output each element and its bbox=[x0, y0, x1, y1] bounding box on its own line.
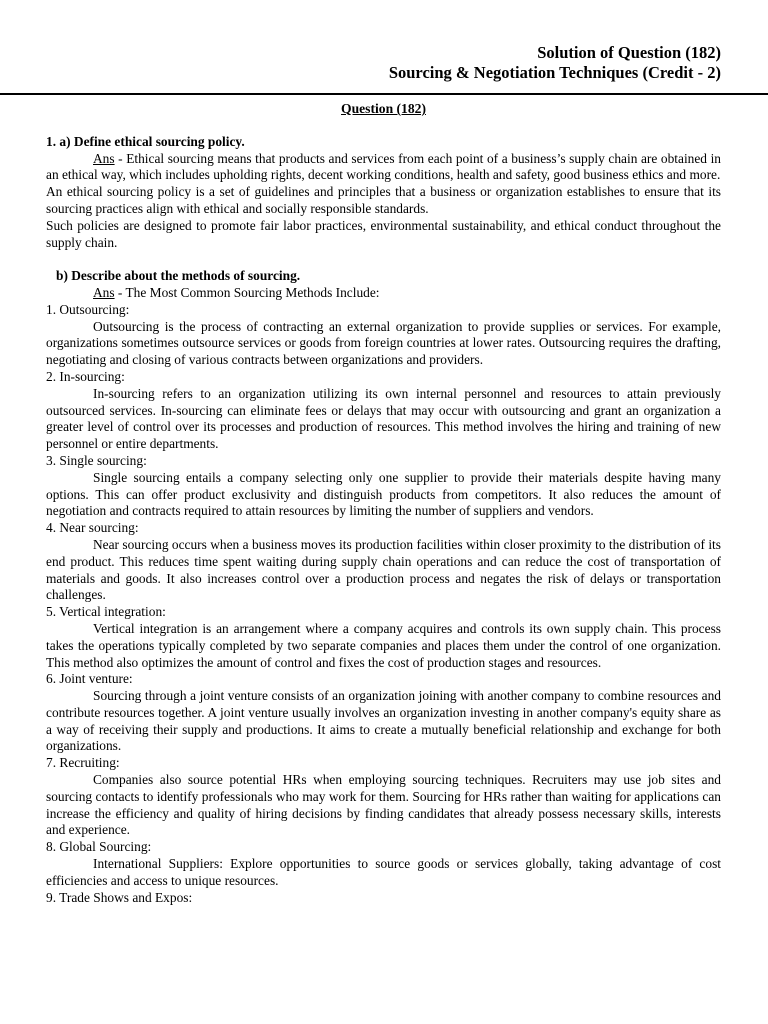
question-title: Question (182) bbox=[341, 101, 426, 116]
method-text: Vertical integration is an arrangement where a company acquires and controls its own supply chain. This process takes the operations typically completed by two separate companies and places them under the control of one organization. This method also optimizes the amount of control and fixes the cost of production stages and resources. bbox=[46, 620, 721, 670]
part-b-answer bbox=[46, 285, 721, 302]
part-b-answer-text: - The Most Common Sourcing Methods Include: bbox=[114, 284, 380, 300]
header-solution-title: Solution of Question (182) bbox=[537, 43, 721, 62]
method-title: 7. Recruiting: bbox=[46, 755, 120, 771]
method-title: 6. Joint venture: bbox=[46, 671, 133, 687]
ans-label: Ans bbox=[93, 150, 115, 166]
method-text: Sourcing through a joint venture consists of an organization joining with another company to combine resources and contribute resources together. A joint venture usually involves an organization investing in another company's equity share as a way of receiving their supply and productions. It aims to create a mutually beneficial relationship and exchange for both organizations. bbox=[46, 688, 721, 754]
page-header bbox=[0, 0, 768, 95]
method-text: In-sourcing refers to an organization utilizing its own internal personnel and resources to attain previously outsourced services. In-sourcing can eliminate fees or delays that may occur with outsourcing and grant an organization a greater level of control over its processes and production of resources. This method involves the hiring and training of new personnel or entire departments. bbox=[46, 385, 721, 452]
part-a-paragraph-2: An ethical sourcing policy is a set of guidelines and principles that a business or organization establishes to ensure that its sourcing practices align with ethical and socially responsible standards. bbox=[46, 184, 721, 216]
part-a-paragraph-3: Such policies are designed to promote fair labor practices, environmental sustainability, and ethical conduct throughout the supply chain. bbox=[46, 217, 721, 250]
method-title: 8. Global Sourcing: bbox=[46, 839, 152, 855]
method-title: 2. In-sourcing: bbox=[46, 368, 125, 384]
part-a-heading: 1. a) Define ethical sourcing policy. bbox=[46, 133, 245, 149]
method-title: 1. Outsourcing: bbox=[46, 301, 130, 317]
part-a-answer-text: - Ethical sourcing means that products and services from each point of a business’s supply chain are obtained in an ethical way, which includes upholding rights, decent working conditions, health and safety, good business ethics and more. bbox=[46, 150, 721, 183]
ans-label: Ans bbox=[93, 284, 115, 300]
document-body bbox=[46, 101, 721, 906]
method-text: Companies also source potential HRs when employing sourcing techniques. Recruiters may use job sites and sourcing contacts to identify professionals who may work for them. Sourcing for HRs rather than waiting for applications can increase the efficiency and quality of hiring decisions by finding candidates that already possess necessary skills, interests and experience. bbox=[46, 772, 721, 838]
method-text: Near sourcing occurs when a business moves its production facilities within closer proximity to the distribution of its end product. This reduces time spent waiting during supply chain operations and can reduce the cost of transportation of materials and goods. It also increases control over a production process and negates the risk of delays or transportation challenges. bbox=[46, 536, 721, 603]
method-text: Outsourcing is the process of contracting an external organization to provide supplies or services. For example, organizations sometimes outsource services or goods from foreign countries at lower rates. Outsourcing requires the drafting, negotiating and closing of various contracts between organizations and providers. bbox=[46, 318, 721, 368]
part-a-answer bbox=[46, 151, 721, 185]
method-title: 5. Vertical integration: bbox=[46, 604, 166, 620]
method-title: 9. Trade Shows and Expos: bbox=[46, 889, 193, 905]
method-title: 3. Single sourcing: bbox=[46, 452, 147, 468]
method-text: International Suppliers: Explore opportunities to source goods or services globally, taking advantage of cost efficiencies and access to unique resources. bbox=[46, 856, 721, 888]
part-b-heading: b) Describe about the methods of sourcing. bbox=[56, 268, 301, 284]
method-title: 4. Near sourcing: bbox=[46, 520, 139, 536]
header-course-title: Sourcing & Negotiation Techniques (Credit - 2) bbox=[388, 63, 721, 82]
method-text: Single sourcing entails a company selecting only one supplier to provide their materials despite having many options. This can offer product exclusivity and distinguish products from competitors. It also reduces the amount of negotiation and contracts required to attain resources by limiting the number of suppliers and vendors. bbox=[46, 469, 721, 519]
